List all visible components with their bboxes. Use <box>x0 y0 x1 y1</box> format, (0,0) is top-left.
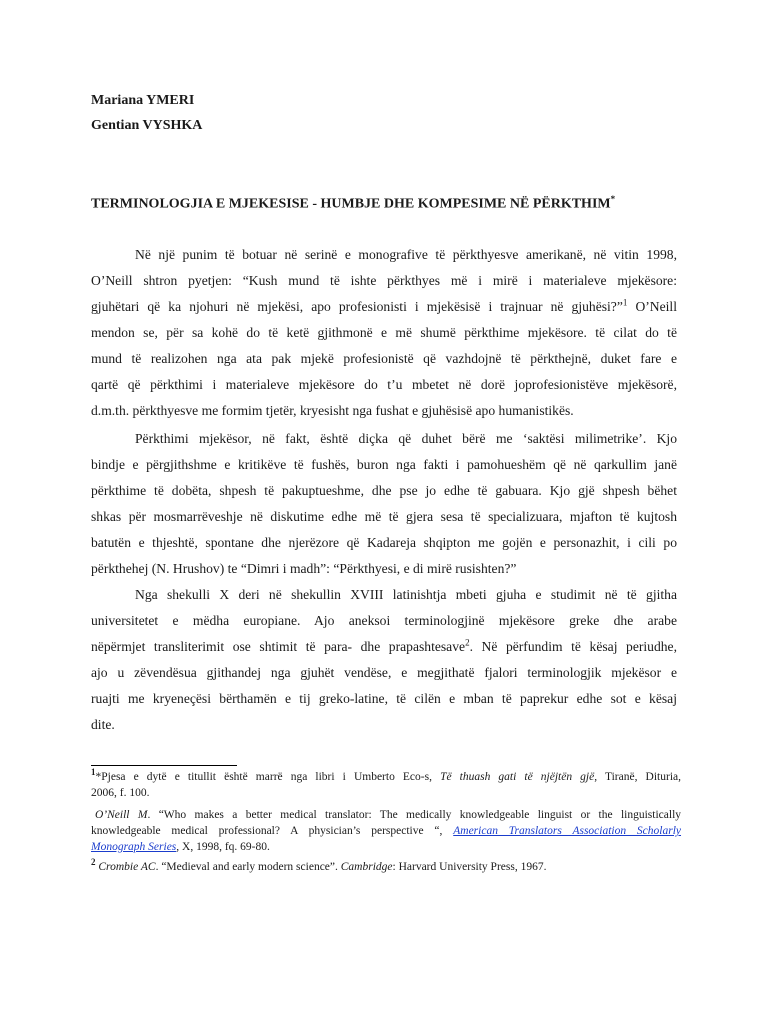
footnote-2 <box>91 859 681 875</box>
paragraph-line: batutën e thjeshtë, spontane dhe njerëzore që Kadareja shqipton me gojën e personazhit, i cili po <box>91 535 677 550</box>
footnote-line <box>91 807 681 823</box>
author-name-2: Gentian VYSHKA <box>91 118 203 133</box>
paragraph-line-tail: O’Neill <box>627 299 677 314</box>
paragraph-line: Në një punim të botuar në serinë e monografive të përkthyesve amerikanë, në vitin 1998, <box>135 247 677 262</box>
document-title <box>91 194 615 213</box>
footnote-line <box>91 839 681 855</box>
paragraph-line: ruajti me kryeneçësi bërthamën e tij greko-latine, të cilën e mban të paprekur edhe sot e kësaj <box>91 691 677 706</box>
paragraph-line: bindje e përgjithshme e kritikëve të fushës, buron nga fakti i pamohueshëm që në qarkullim janë <box>91 457 677 472</box>
footnote-1 <box>91 769 681 801</box>
paragraph-line: qartë që përkthimi i materialeve mjekësore do t’u mbetet në dorë joprofesionistëve mjekësorë, <box>91 377 677 392</box>
paragraph-line: d.m.th. përkthyesve me formim tjetër, kryesisht nga fushat e gjuhësisë apo humanistikës. <box>91 403 574 418</box>
footnote-text: knowledgeable medical professional? A physician’s perspective “, <box>91 825 454 837</box>
paragraph-1 <box>91 242 677 424</box>
paragraph-line-tail: . Në përfundim të kësaj periudhe, <box>469 639 677 654</box>
footnote-line <box>91 769 681 785</box>
footnote-text: , Tiranë, Dituria, <box>594 771 681 783</box>
footnote-text: : Harvard University Press, 1967. <box>392 861 547 873</box>
paragraph-line: ajo u zëvendësua gjithandej nga gjuhët vendëse, e megjithatë fjalori terminologjik mjekësor e <box>91 665 677 680</box>
paragraph-line: përkthime të dobëta, shpesh të pakuptueshme, dhe pse jo edhe të gabuara. Kjo gjë shpesh bëhet <box>91 483 677 498</box>
paragraph-line: Nga shekulli X deri në shekullin XVIII latinishtja mbeti gjuha e studimit në të gjitha <box>135 587 677 602</box>
paragraph-line: përkthehej (N. Hrushov) te “Dimri i madh”: “Përkthyesi, e di mirë rusishten?” <box>91 561 517 576</box>
footnote-number: 2 <box>91 857 96 868</box>
journal-link-continued[interactable]: Monograph Series <box>91 841 177 853</box>
footnote-text: , X, 1998, fq. 69-80. <box>176 841 270 853</box>
paragraph-2 <box>91 426 677 582</box>
footnote-separator <box>91 765 237 766</box>
footnote-publisher-place: Cambridge <box>340 861 393 873</box>
paragraph-line: shkas për mosmarrëveshje në diskutime edhe më të gjera sesa të specializuara, mjafton të kujtosh <box>91 509 677 524</box>
author-name-1: Mariana YMERI <box>91 93 195 108</box>
footnote-text: . “Medieval and early modern science”. <box>155 861 341 873</box>
paragraph-line: mendon se, për sa kohë do të ketë gjithmonë e më shumë përkthime mjekësore. të cilat do të <box>91 325 677 340</box>
paragraph-line: O’Neill shtron pyetjen: “Kush mund të ishte përkthyes më i mirë i materialeve mjekësore: <box>91 273 677 288</box>
footnote-text: *Pjesa e dytë e titullit është marrë nga libri i Umberto Eco-s, <box>95 771 441 783</box>
footnote-author: Crombie AC <box>98 861 156 873</box>
footnote-line <box>91 859 681 875</box>
paragraph-3 <box>91 582 677 738</box>
footnote-ref-1: 1 <box>622 297 628 308</box>
paragraph-line <box>91 634 677 660</box>
title-text: TERMINOLOGJIA E MJEKESISE - HUMBJE DHE KOMPESIME NË PËRKTHIM <box>91 196 611 212</box>
paragraph-line-text: nëpërmjet transliterimit ose shtimit të para- dhe prapashtesave <box>91 639 466 654</box>
footnote-text: . “Who makes a better medical translator: The medically knowledgeable linguist or the linguistically <box>147 809 682 821</box>
footnote-line: 2006, f. 100. <box>91 787 150 799</box>
journal-link[interactable]: American Translators Association Scholarly <box>453 825 682 837</box>
footnote-number: 1 <box>91 767 96 778</box>
footnote-ref-2: 2 <box>465 637 470 648</box>
footnote-1b <box>91 807 681 855</box>
paragraph-line-text: gjuhëtari që ka njohuri në mjekësi, apo profesionisti i mjekësisë i trajnuar në gjuhësi?” <box>91 299 623 314</box>
paragraph-line <box>91 294 677 320</box>
paragraph-line: universitetet e mëdha europiane. Ajo aneksoi terminologjinë mjekësore greke dhe arabe <box>91 613 677 628</box>
footnote-book-title: Të thuash gati të njëjtën gjë <box>440 771 595 783</box>
paragraph-line: mund të realizohen nga ata pak mjekë profesionistë që vazhdojnë të përkthejnë, duket fare e <box>91 351 677 366</box>
footnote-line <box>91 823 681 839</box>
footnote-author: O’Neill M <box>95 809 148 821</box>
paragraph-line: Përkthimi mjekësor, në fakt, është diçka që duhet bërë me ‘saktësi milimetrike’. Kjo <box>135 431 677 446</box>
title-footnote-mark: * <box>610 194 616 204</box>
paragraph-line: dite. <box>91 717 115 732</box>
